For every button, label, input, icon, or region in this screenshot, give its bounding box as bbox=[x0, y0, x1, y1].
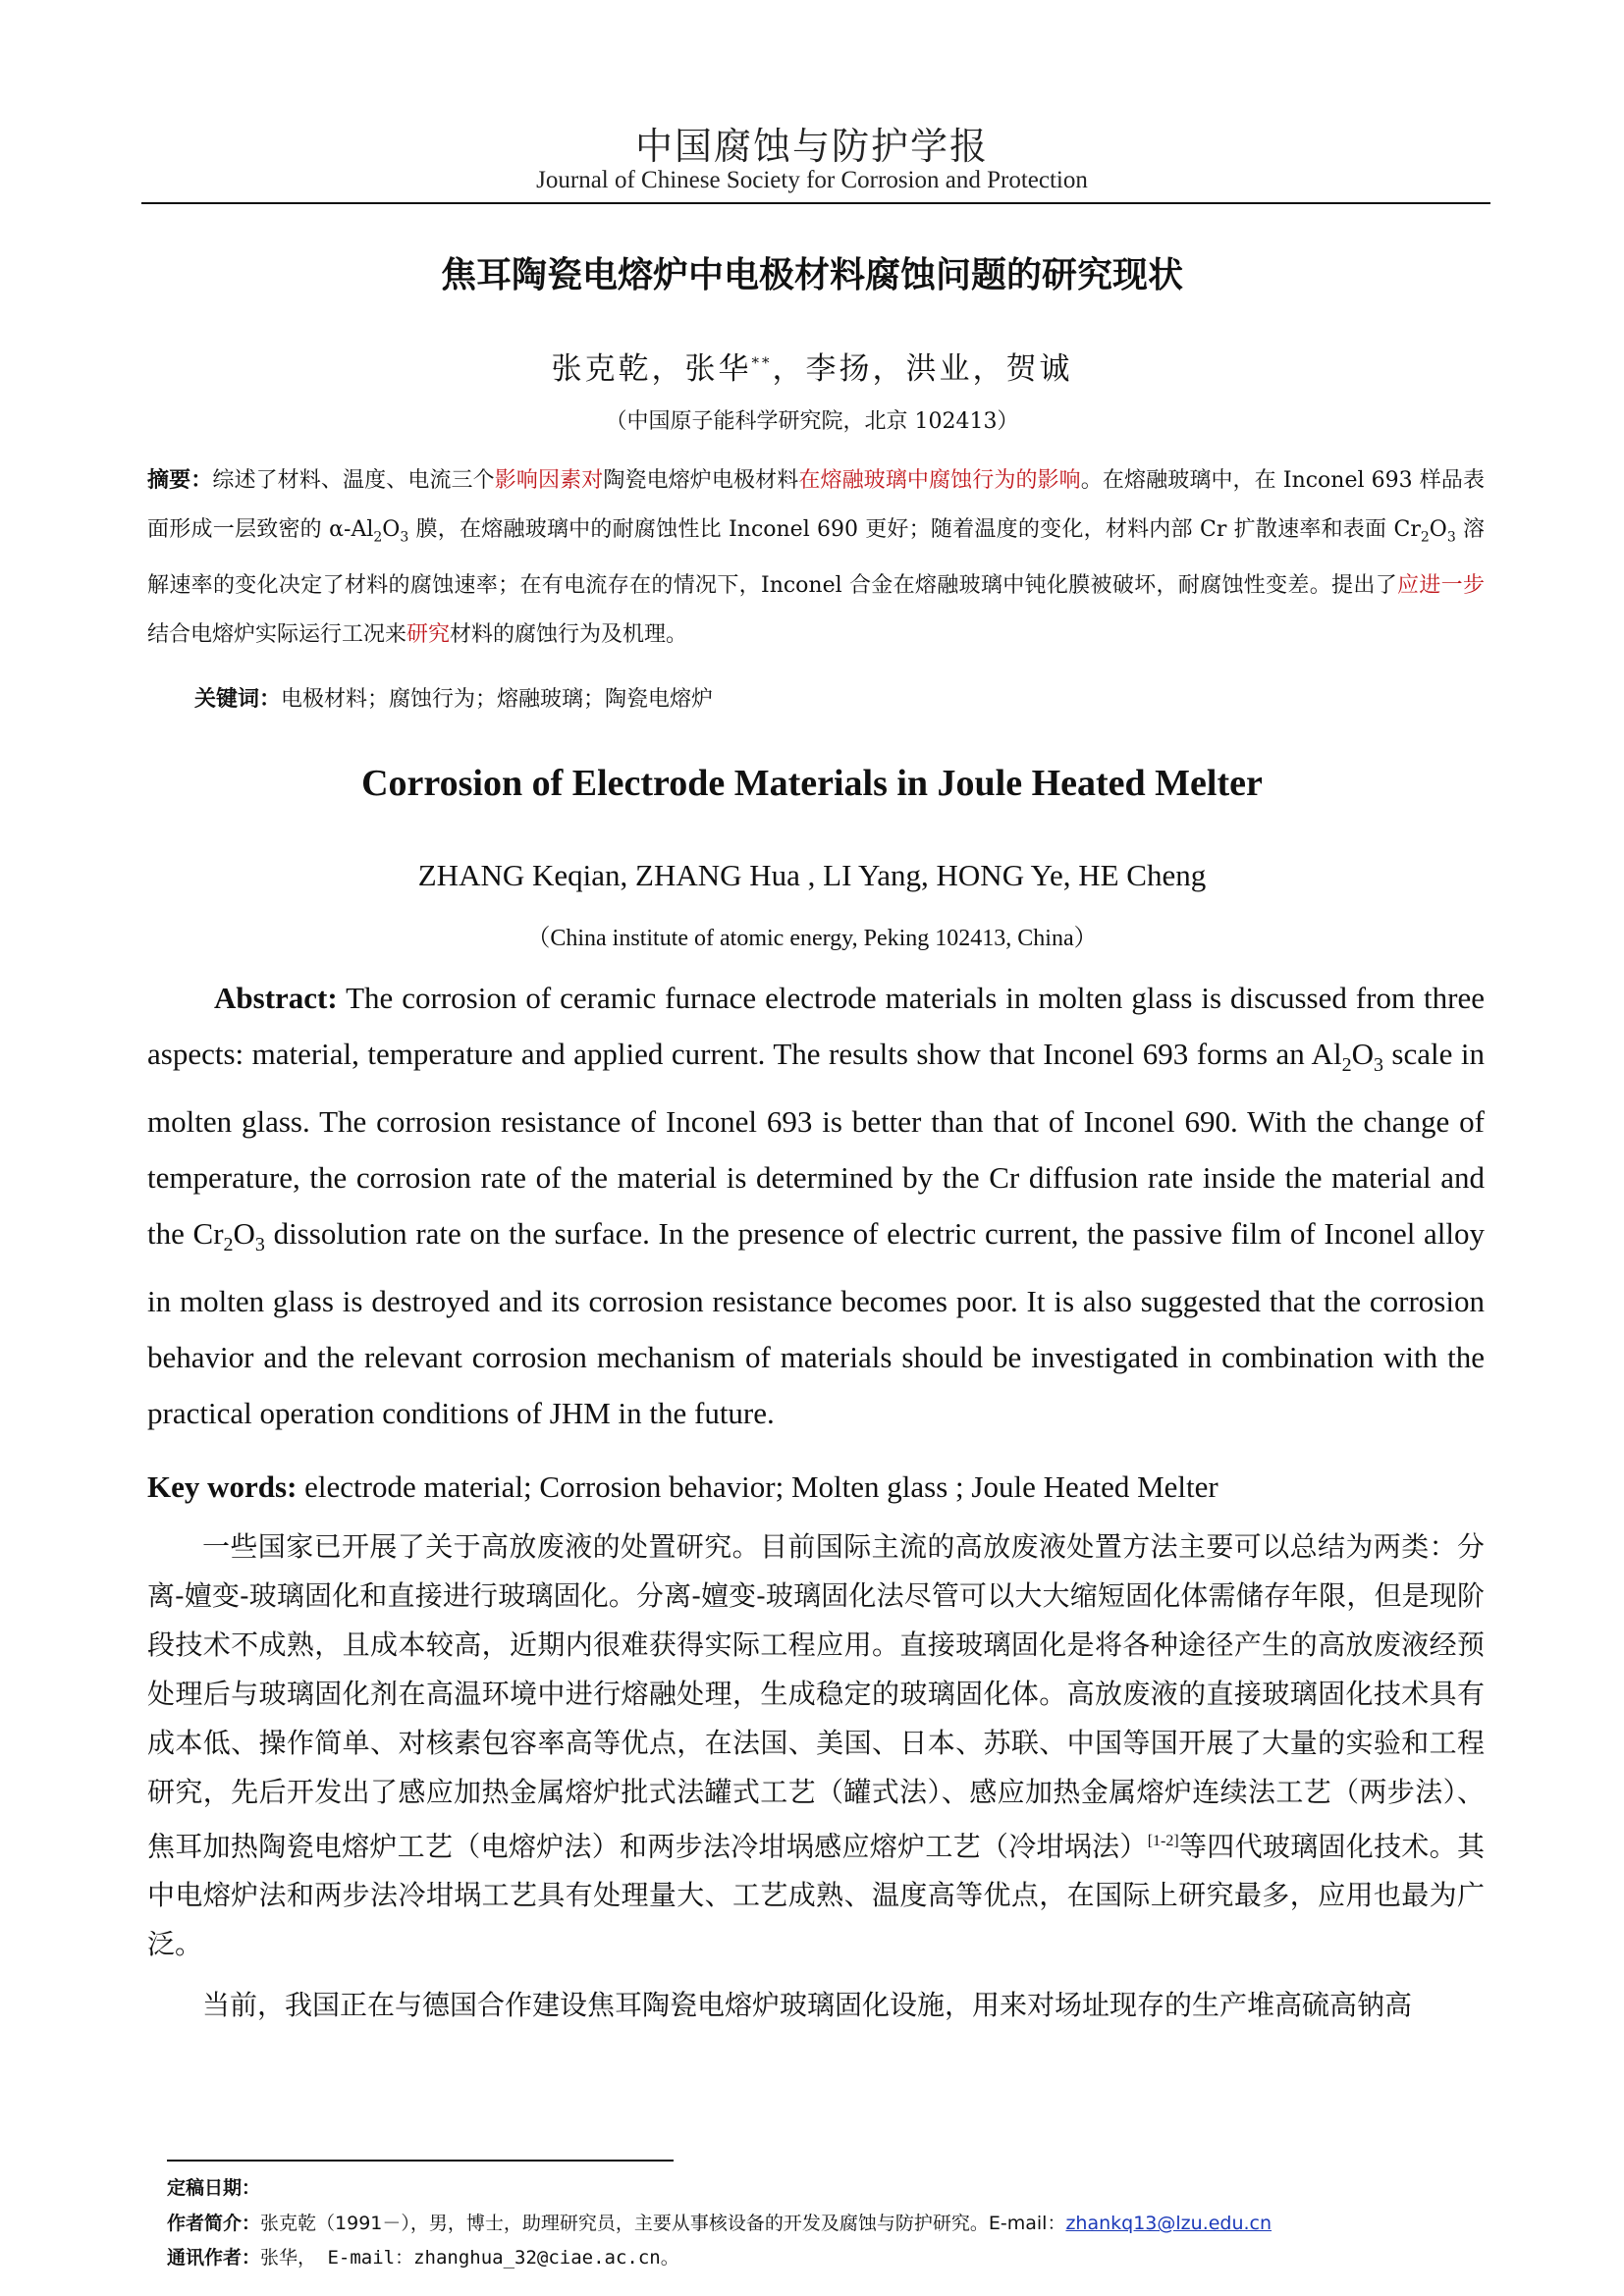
abstract-cn-text: 膜，在熔融玻璃中的耐腐蚀性比 Inconel 690 更好；随着温度的变化，材料内部 Cr 扩散速率和表面 Cr bbox=[408, 517, 1421, 542]
authors-cn bbox=[0, 344, 1624, 388]
authors-en: ZHANG Keqian, ZHANG Hua , LI Yang, HONG Ye, HE Cheng bbox=[417, 858, 1207, 892]
journal-title-cn: 中国腐蚀与防护学报 bbox=[634, 125, 989, 168]
abstract-cn-text: 溶解速率的变化决定了材料的腐蚀速率；在有电流存在的情况下，Inconel 合金在熔融玻璃中钝化膜被破坏，耐腐蚀性变差。提出了 bbox=[147, 517, 1485, 599]
keywords-cn-label: 关键词： bbox=[194, 687, 282, 712]
abstract-cn-highlight: 应进一步 bbox=[1397, 573, 1485, 599]
body-paragraph-2: 当前，我国正在与德国合作建设焦耳陶瓷电熔炉玻璃固化设施，用来对场址现存的生产堆高硫高钠高 bbox=[202, 1989, 1413, 2021]
abstract-cn-label: 摘要： bbox=[147, 468, 213, 493]
subscript: 2 bbox=[1341, 1054, 1352, 1077]
abstract-en-text: dissolution rate on the surface. In the presence of electric current, the passive film of Inconel alloy in molten glass is destroyed and its corrosion resistance becomes poor. It is also suggested that the corrosion behavior and the relevant corrosion mechanism of materials should be investigated in combination with the practical operation conditions of JHM in the future. bbox=[147, 1216, 1485, 1431]
abstract-en bbox=[147, 970, 1485, 1441]
keywords-en-text: electrode material; Corrosion behavior; Molten glass ; Joule Heated Melter bbox=[297, 1469, 1218, 1504]
footnote-corr-label: 通讯作者： bbox=[167, 2247, 261, 2269]
keywords-cn bbox=[194, 682, 1471, 713]
author-email-link[interactable]: zhankq13@lzu.edu.cn bbox=[1065, 2213, 1272, 2234]
abstract-cn-text: 综述了材料、温度、电流三个 bbox=[212, 468, 495, 493]
footnote-date bbox=[167, 2173, 1483, 2200]
keywords-en bbox=[147, 1469, 1485, 1505]
abstract-cn-text: O bbox=[382, 517, 401, 542]
authors-cn-part1: 张克乾，张华 bbox=[551, 351, 752, 387]
subscript: 2 bbox=[223, 1234, 234, 1256]
affiliation-en: （China institute of atomic energy, Peking 102413, China） bbox=[526, 926, 1098, 951]
abstract-cn bbox=[147, 456, 1485, 660]
abstract-en-label: Abstract: bbox=[214, 981, 338, 1015]
abstract-en-text: The corrosion of ceramic furnace electrode materials in molten glass is discussed from three aspects: material, temperature and applied current. The results show that Inconel 693 forms an Al bbox=[147, 981, 1485, 1071]
subscript: 3 bbox=[1446, 529, 1456, 546]
abstract-cn-text: 。在熔融玻璃中，在 Inconel 693 样品表面形成一层致密的 α-Al bbox=[147, 468, 1485, 542]
abstract-en-text: O bbox=[233, 1216, 255, 1252]
subscript: 2 bbox=[373, 529, 383, 546]
header-rule bbox=[141, 202, 1490, 204]
journal-title-en: Journal of Chinese Society for Corrosion and Protection bbox=[536, 167, 1088, 193]
affiliation-cn: （中国原子能科学研究院，北京 102413） bbox=[605, 409, 1019, 434]
footnote-rule bbox=[167, 2160, 674, 2162]
abstract-cn-text: 结合电熔炉实际运行工况来 bbox=[147, 622, 407, 648]
body-text: 一些国家已开展了关于高放废液的处置研究。目前国际主流的高放废液处置方法主要可以总结为两类：分离-嬗变-玻璃固化和直接进行玻璃固化。分离-嬗变-玻璃固化法尽管可以大大缩短固化体需储存年限，但是现阶段技术不成熟，且成本较高，近期内很难获得实际工程应用。直接玻璃固化是将各种途径产生的高放废液经预处理后与玻璃固化剂在高温环境中进行熔融处理，生成稳定的玻璃固化体。高放废液的直接玻璃固化技术具有成本低、操作简单、对核素包容率高等优点，在法国、美国、日本、苏联、中国等国开展了大量的实验和工程研究，先后开发出了感应加热金属熔炉批式法罐式工艺（罐式法）、感应加热金属熔炉连续法工艺（两步法）、焦耳加热陶瓷电熔炉工艺（电熔炉法）和两步法冷坩埚感应熔炉工艺（冷坩埚法） bbox=[147, 1530, 1485, 1863]
footnote-bio-text: 张克乾（1991－），男，博士，助理研究员，主要从事核设备的开发及腐蚀与防护研究。E-mail： bbox=[260, 2213, 1066, 2234]
subscript: 3 bbox=[1373, 1054, 1383, 1077]
abstract-en-text: scale in molten glass. The corrosion resistance of Inconel 693 is better than that of Inconel 690. With the change of temperature, the corrosion rate of the material is determined by the Cr diffusion rate inside the material and the Cr bbox=[147, 1037, 1485, 1252]
abstract-cn-highlight: 影响因素对 bbox=[494, 468, 604, 493]
keywords-cn-text: 电极材料；腐蚀行为；熔融玻璃；陶瓷电熔炉 bbox=[281, 687, 714, 712]
abstract-en-text: O bbox=[1351, 1037, 1374, 1071]
keywords-en-label: Key words: bbox=[147, 1469, 298, 1504]
body-paragraph-1 bbox=[147, 1522, 1485, 1969]
corresponding-mark: ** bbox=[751, 353, 773, 372]
footnote-corr-text: 张华， E-mail：zhanghua_32@ciae.ac.cn。 bbox=[260, 2247, 679, 2269]
footnote-corresponding bbox=[167, 2243, 1483, 2269]
abstract-cn-text: O bbox=[1429, 517, 1447, 542]
abstract-cn-text: 陶瓷电熔炉电极材料 bbox=[603, 468, 799, 493]
paper-title-cn: 焦耳陶瓷电熔炉中电极材料腐蚀问题的研究现状 bbox=[440, 255, 1183, 295]
subscript: 2 bbox=[1420, 529, 1430, 546]
paper-title-en: Corrosion of Electrode Materials in Joule Heated Melter bbox=[361, 763, 1263, 804]
footnote-date-label: 定稿日期： bbox=[167, 2177, 261, 2199]
abstract-cn-text: 材料的腐蚀行为及机理。 bbox=[450, 622, 688, 648]
body-text: 等四代玻璃固化技术。其中电熔炉法和两步法冷坩埚工艺具有处理量大、工艺成熟、温度高等优点，在国际上研究最多，应用也最为广泛。 bbox=[147, 1830, 1485, 1961]
footnote-bio-label: 作者简介： bbox=[167, 2213, 261, 2234]
footnote-bio bbox=[167, 2209, 1483, 2235]
subscript: 3 bbox=[400, 529, 409, 546]
subscript: 3 bbox=[254, 1234, 265, 1256]
abstract-cn-highlight: 研究 bbox=[406, 622, 451, 648]
citation-ref[interactable]: [1-2] bbox=[1147, 1833, 1179, 1849]
abstract-cn-highlight: 在熔融玻璃中腐蚀行为的影响 bbox=[798, 468, 1081, 493]
authors-cn-part2: ，李扬，洪业，贺诚 bbox=[772, 351, 1073, 387]
